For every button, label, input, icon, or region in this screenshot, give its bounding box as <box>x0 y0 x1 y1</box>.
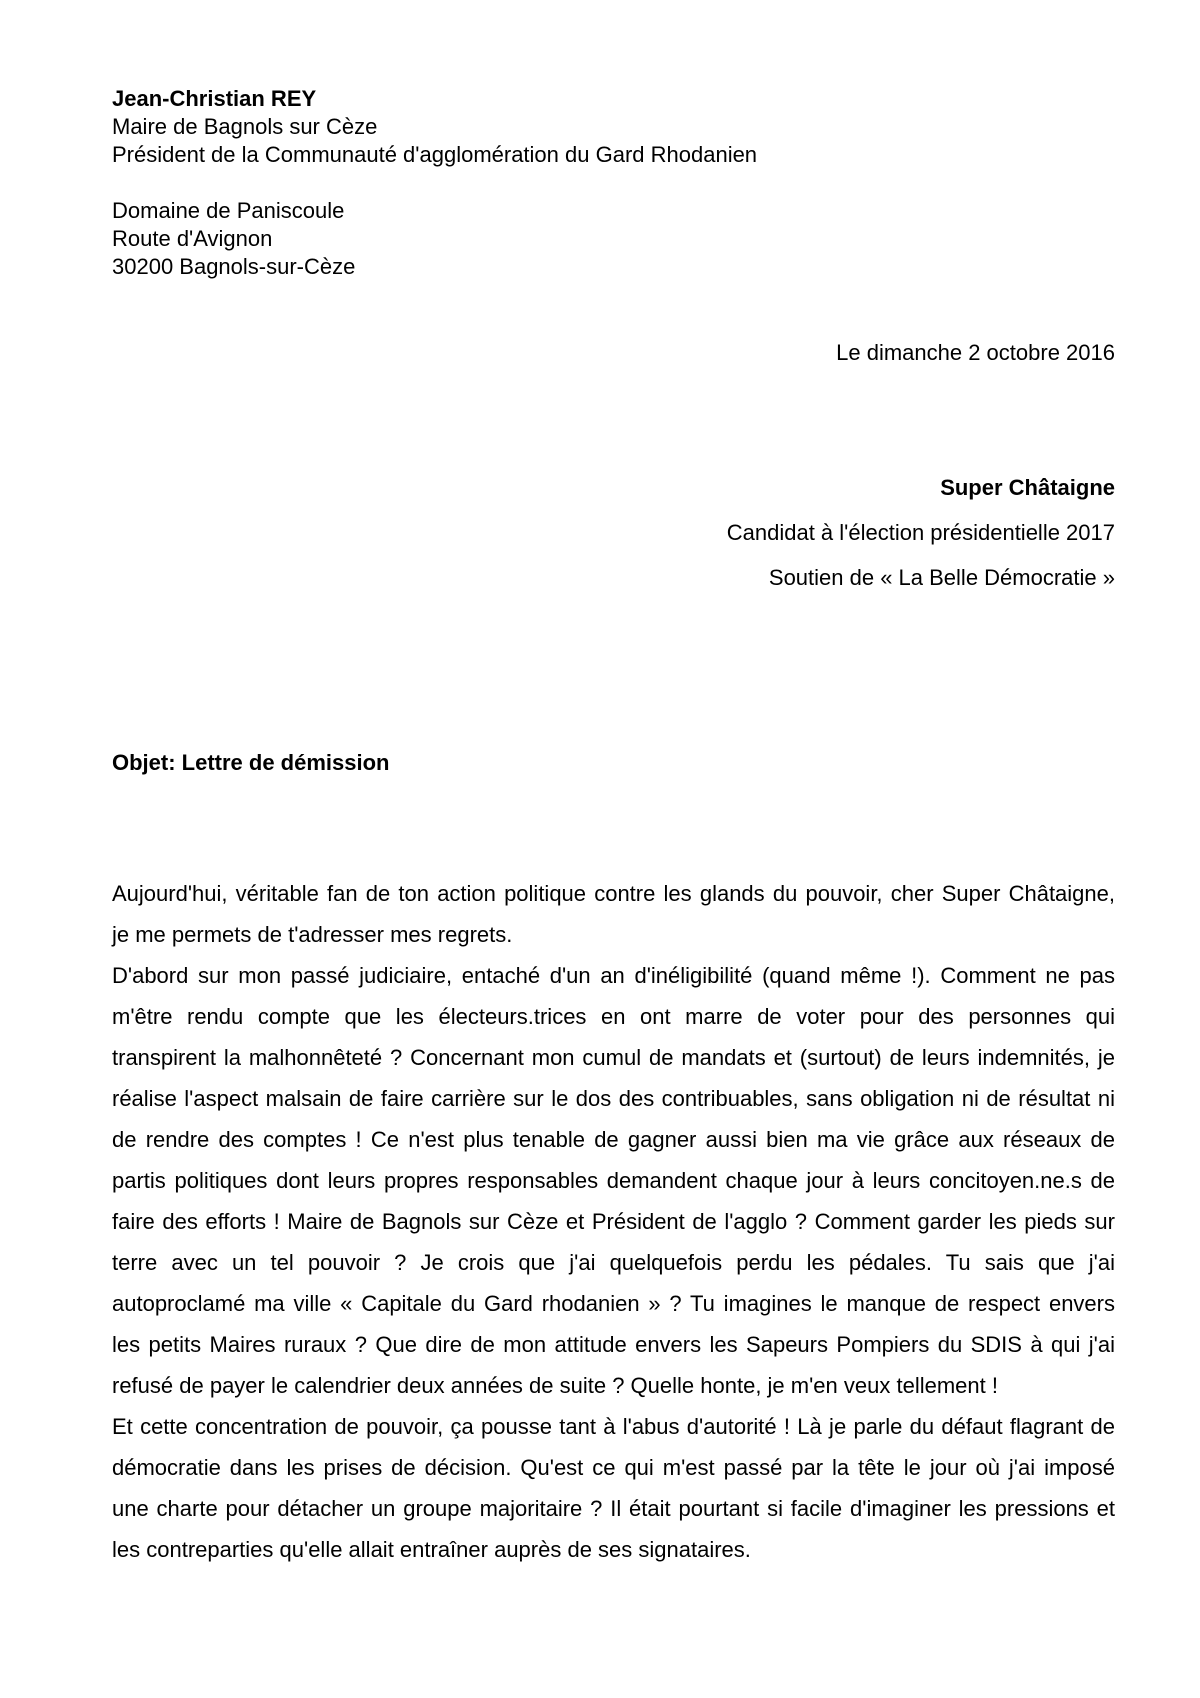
recipient-name: Super Châtaigne <box>940 475 1115 500</box>
sender-role: Président de la Communauté d'agglomération du Gard Rhodanien <box>112 142 758 167</box>
recipient-line: Candidat à l'élection présidentielle 2017 <box>726 520 1115 545</box>
letter-body <box>112 873 1115 1570</box>
sender-address-line: Route d'Avignon <box>112 226 273 251</box>
recipient-block <box>727 465 1115 600</box>
date-line: Le dimanche 2 octobre 2016 <box>836 340 1115 365</box>
body-text-line: terre avec un tel pouvoir ? Je crois que j'ai quelquefois perdu les pédales. Tu sais que j'ai <box>112 1250 1115 1275</box>
body-text-line: je me permets de t'adresser mes regrets. <box>112 922 513 947</box>
sender-block <box>112 85 757 281</box>
body-text-line: Et cette concentration de pouvoir, ça pousse tant à l'abus d'autorité ! Là je parle du défaut flagrant de <box>112 1414 1115 1439</box>
sender-name: Jean-Christian REY <box>112 86 317 111</box>
body-text-line: faire des efforts ! Maire de Bagnols sur Cèze et Président de l'agglo ? Comment garder les pieds sur <box>112 1209 1115 1234</box>
sender-address-line: 30200 Bagnols-sur-Cèze <box>112 254 356 279</box>
body-text-line: D'abord sur mon passé judiciaire, entaché d'un an d'inéligibilité (quand même !). Comment ne pas <box>112 963 1115 988</box>
body-text-line: refusé de payer le calendrier deux années de suite ? Quelle honte, je m'en veux tellement ! <box>112 1373 998 1398</box>
body-text-line: les petits Maires ruraux ? Que dire de mon attitude envers les Sapeurs Pompiers du SDIS à qui j'ai <box>112 1332 1115 1357</box>
subject-line: Objet: Lettre de démission <box>112 750 390 775</box>
spacer <box>112 169 757 197</box>
body-text-line: autoproclamé ma ville « Capitale du Gard rhodanien » ? Tu imagines le manque de respect envers <box>112 1291 1115 1316</box>
body-text-line: les contreparties qu'elle allait entraîner auprès de ses signataires. <box>112 1537 751 1562</box>
body-text-line: de rendre des comptes ! Ce n'est plus tenable de gagner aussi bien ma vie grâce aux réseaux de <box>112 1127 1115 1152</box>
sender-role: Maire de Bagnols sur Cèze <box>112 114 378 139</box>
body-text-line: m'être rendu compte que les électeurs.trices en ont marre de voter pour des personnes qui <box>112 1004 1115 1029</box>
body-text-line: partis politiques dont leurs propres responsables demandent chaque jour à leurs concitoyen.ne.s de <box>112 1168 1115 1193</box>
recipient-line: Soutien de « La Belle Démocratie » <box>768 565 1115 590</box>
body-text-line: une charte pour détacher un groupe majoritaire ? Il était pourtant si facile d'imaginer les pressions et <box>112 1496 1115 1521</box>
body-text-line: réalise l'aspect malsain de faire carrière sur le dos des contribuables, sans obligation ni de résultat ni <box>112 1086 1115 1111</box>
body-text-line: Aujourd'hui, véritable fan de ton action politique contre les glands du pouvoir, cher Super Châtaigne, <box>112 881 1115 906</box>
body-text-line: démocratie dans les prises de décision. Qu'est ce qui m'est passé par la tête le jour où j'ai imposé <box>112 1455 1115 1480</box>
sender-address-line: Domaine de Paniscoule <box>112 198 345 223</box>
body-text-line: transpirent la malhonnêteté ? Concernant mon cumul de mandats et (surtout) de leurs indemnités, je <box>112 1045 1115 1070</box>
